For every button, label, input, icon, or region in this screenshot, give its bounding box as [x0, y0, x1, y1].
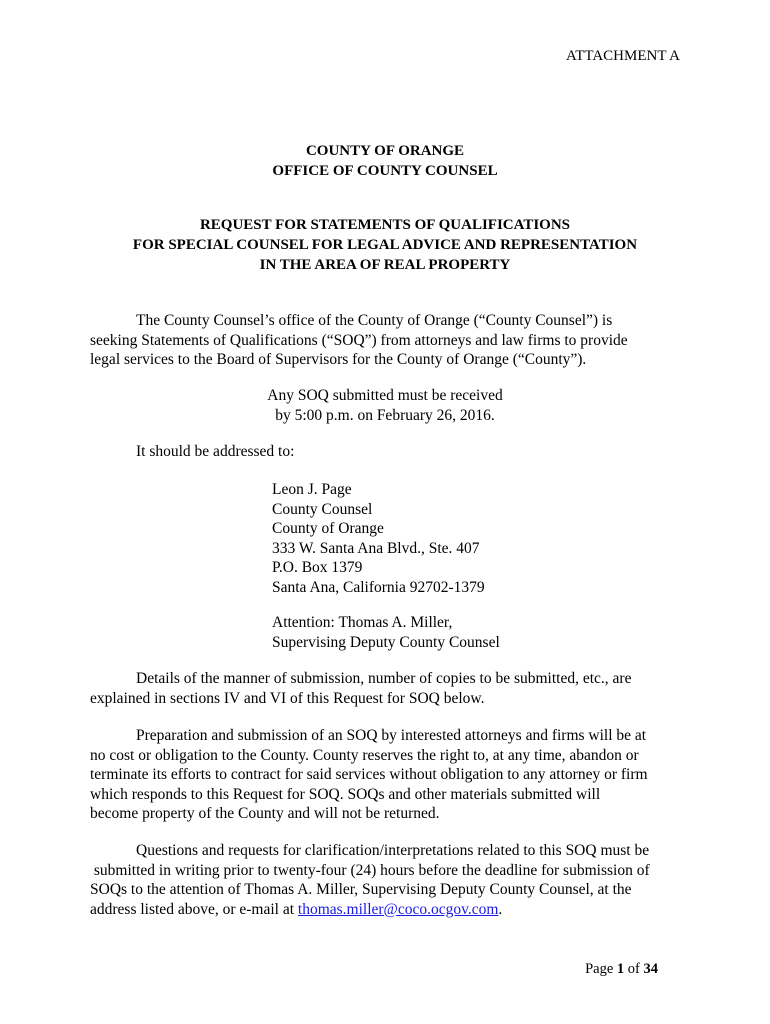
footer-page-word: Page: [585, 961, 617, 977]
questions-line-4: [90, 900, 690, 920]
intro-paragraph: [90, 311, 690, 370]
footer-current-page: 1: [616, 961, 625, 977]
details-line-2: explained in sections IV and VI of this Request for SOQ below.: [90, 689, 485, 707]
email-link[interactable]: thomas.miller@coco.ocgov.com: [297, 900, 499, 918]
address-city: Santa Ana, California 92702-1379: [272, 578, 485, 596]
request-title-block: [90, 215, 680, 275]
preparation-line-1: Preparation and submission of an SOQ by interested attorneys and firms will be at: [136, 727, 647, 744]
address-intro-text: It should be addressed to:: [136, 443, 295, 460]
questions-line-2: submitted in writing prior to twenty-four (24) hours before the deadline for submission of: [90, 861, 650, 879]
intro-line-1: The County Counsel’s office of the County of Orange (“County Counsel”) is: [136, 312, 613, 329]
questions-line-1: Questions and requests for clarification/interpretations related to this SOQ must be: [136, 842, 650, 859]
questions-line-3: SOQs to the attention of Thomas A. Miller, Supervising Deputy County Counsel, at the: [90, 881, 632, 898]
intro-line-2: seeking Statements of Qualifications (“SOQ”) from attorneys and law firms to provide: [90, 331, 628, 349]
request-title-line-1: REQUEST FOR STATEMENTS OF QUALIFICATIONS: [199, 217, 571, 233]
attention-line-1: Attention: Thomas A. Miller,: [272, 614, 453, 631]
intro-line-3: legal services to the Board of Supervisors for the County of Orange (“County”).: [90, 351, 587, 368]
county-name-heading: COUNTY OF ORANGE: [305, 143, 465, 159]
mailing-address: [272, 480, 485, 597]
attachment-label: ATTACHMENT A: [566, 48, 680, 64]
preparation-line-4: which responds to this Request for SOQ. SOQs and other materials submitted will: [90, 785, 601, 803]
address-street: 333 W. Santa Ana Blvd., Ste. 407: [272, 539, 480, 557]
preparation-line-3: terminate its efforts to contract for said services without obligation to any attorney or firm: [90, 766, 648, 783]
request-title-line-2: FOR SPECIAL COUNSEL FOR LEGAL ADVICE AND REPRESENTATION: [132, 237, 638, 253]
attention-line-2: Supervising Deputy County Counsel: [272, 633, 500, 651]
questions-line-4-suffix: .: [498, 900, 503, 918]
attention-block: [272, 613, 500, 652]
preparation-paragraph: [90, 726, 690, 824]
office-name-heading: OFFICE OF COUNTY COUNSEL: [272, 163, 498, 179]
footer-of-word: of: [624, 961, 644, 977]
page-footer: [585, 960, 658, 979]
deadline-line-2: by 5:00 p.m. on February 26, 2016.: [275, 406, 495, 424]
questions-paragraph: [90, 841, 690, 919]
footer-total-pages: 34: [643, 961, 658, 977]
address-po-box: P.O. Box 1379: [272, 559, 363, 576]
details-line-1: Details of the manner of submission, number of copies to be submitted, etc., are: [136, 670, 632, 687]
request-title-line-3: IN THE AREA OF REAL PROPERTY: [259, 257, 511, 273]
deadline-notice: [90, 386, 680, 425]
preparation-line-5: become property of the County and will not be returned.: [90, 805, 440, 822]
address-title: County Counsel: [272, 500, 373, 518]
address-name: Leon J. Page: [272, 481, 352, 498]
address-org: County of Orange: [272, 520, 384, 537]
preparation-line-2: no cost or obligation to the County. County reserves the right to, at any time, abandon or: [90, 746, 639, 764]
details-paragraph: [90, 669, 690, 708]
questions-line-4-prefix: address listed above, or e-mail at: [90, 900, 298, 918]
deadline-line-1: Any SOQ submitted must be received: [267, 387, 503, 404]
county-title-block: [90, 141, 680, 181]
address-intro: [90, 442, 690, 462]
